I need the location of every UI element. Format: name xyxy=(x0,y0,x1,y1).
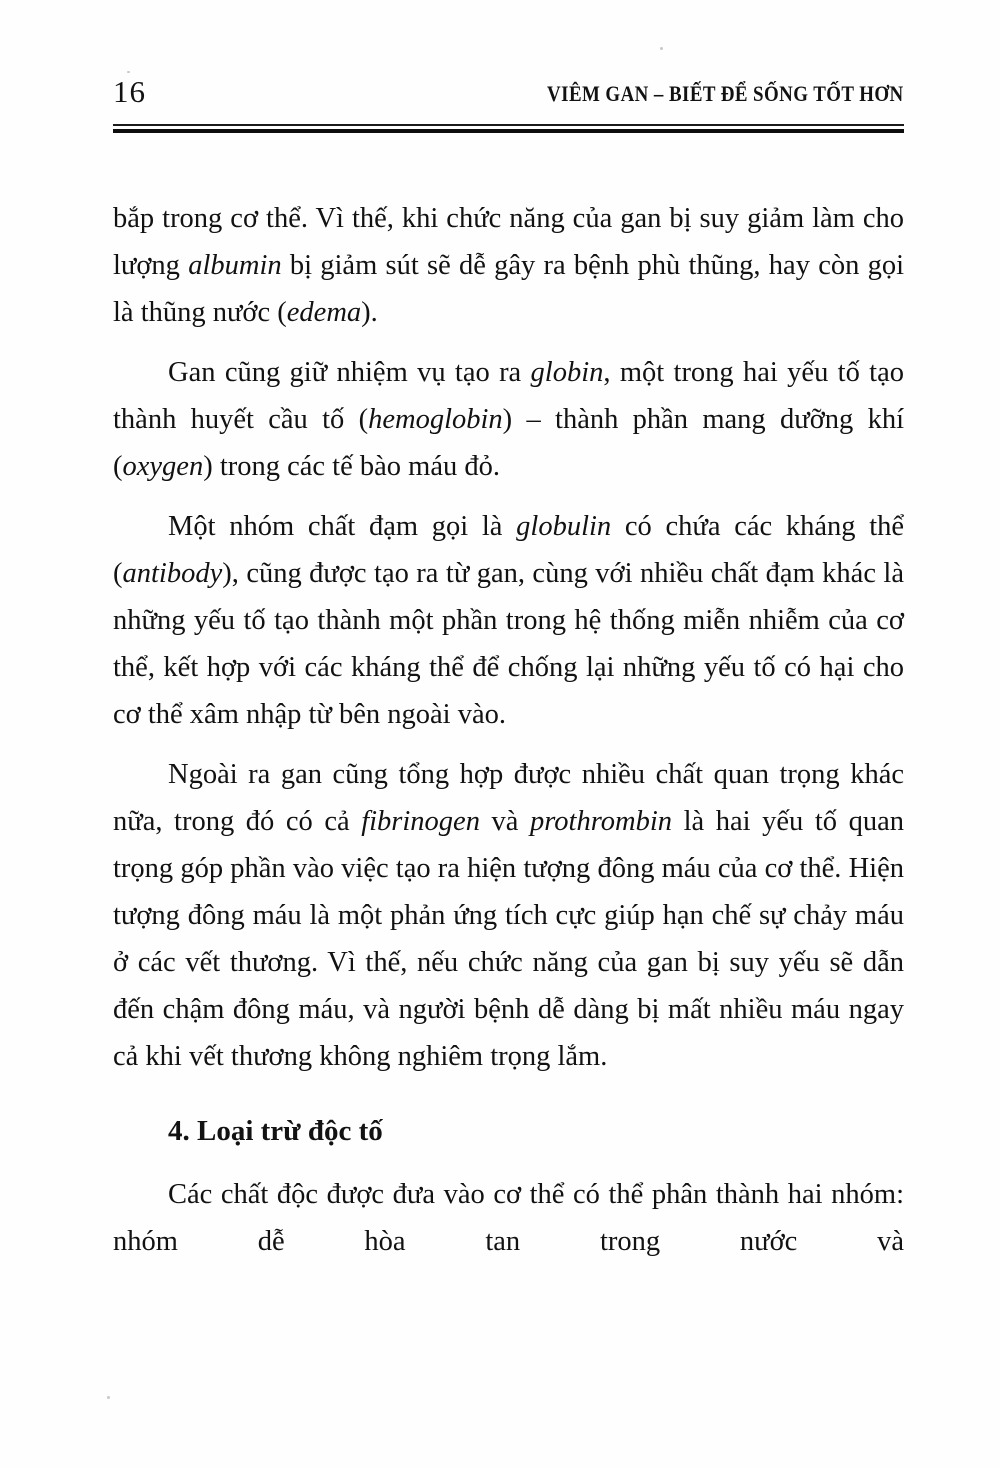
scan-speck xyxy=(660,47,663,50)
italic-term: oxygen xyxy=(122,451,204,482)
italic-term: albumin xyxy=(188,250,282,281)
running-head-title: VIÊM GAN – BIẾT ĐỂ SỐNG TỐT HƠN xyxy=(547,81,904,106)
text-segment: Các chất độc được đưa vào cơ thể có thể phân thành hai nhóm: nhóm dễ hòa tan trong nước và xyxy=(113,1179,904,1257)
italic-term: fibrinogen xyxy=(361,806,480,837)
text-segment: ) – thành phần mang dưỡng khí ( xyxy=(113,404,904,482)
running-header xyxy=(113,0,904,107)
italic-term: hemoglobin xyxy=(368,404,503,435)
paragraph xyxy=(113,751,904,1080)
text-segment: ), cũng được tạo ra từ gan, cùng với nhiều chất đạm khác là những yếu tố tạo thành một phần trong hệ thống miễn nhiễm của cơ thể, kết hợp với các kháng thể để chống lại những yếu tố có hại cho cơ thể xâm nhập từ bên ngoài vào. xyxy=(113,558,904,730)
text-segment: là hai yếu tố quan trọng góp phần vào việc tạo ra hiện tượng đông máu của cơ thể. Hiện tượng đông máu là một phản ứng tích cực giúp hạn chế sự chảy máu ở các vết thương. Vì thế, nếu chức năng của gan bị suy yếu sẽ dẫn đến chậm đông máu, và người bệnh dễ dàng bị mất nhiều máu ngay cả khi vết thương không nghiêm trọng lắm. xyxy=(113,806,904,1072)
paragraph xyxy=(113,1171,904,1265)
header-divider-rule xyxy=(113,124,904,133)
italic-term: prothrombin xyxy=(530,806,673,837)
section-heading: 4. Loại trừ độc tố xyxy=(168,1115,383,1147)
italic-term: globulin xyxy=(516,511,612,542)
page-number: 16 xyxy=(113,74,146,109)
paragraph xyxy=(113,195,904,336)
italic-term: globin xyxy=(530,357,604,388)
text-segment: Ngoài ra gan cũng tổng hợp được nhiều chất quan trọng khác nữa, trong đó có cả xyxy=(113,759,904,837)
text-segment: ) trong các tế bào máu đỏ. xyxy=(203,451,500,482)
paragraph xyxy=(113,349,904,490)
text-segment: bị giảm sút sẽ dễ gây ra bệnh phù thũng, hay còn gọi là thũng nước ( xyxy=(113,250,904,328)
text-segment: Gan cũng giữ nhiệm vụ tạo ra xyxy=(168,357,531,388)
italic-term: antibody xyxy=(122,558,223,589)
text-segment: , một trong hai yếu tố tạo thành huyết cầu tố ( xyxy=(113,357,904,435)
text-segment: và xyxy=(479,806,531,837)
text-segment: ). xyxy=(361,297,378,328)
italic-term: edema xyxy=(286,297,362,328)
text-segment: bắp trong cơ thể. Vì thế, khi chức năng của gan bị suy giảm làm cho lượng xyxy=(113,203,904,281)
text-segment: có chứa các kháng thể ( xyxy=(113,511,905,589)
page-body xyxy=(113,195,904,1265)
text-segment: Một nhóm chất đạm gọi là xyxy=(168,511,517,542)
scan-speck xyxy=(127,71,130,73)
paragraph xyxy=(113,503,904,738)
scan-speck xyxy=(107,1396,110,1399)
